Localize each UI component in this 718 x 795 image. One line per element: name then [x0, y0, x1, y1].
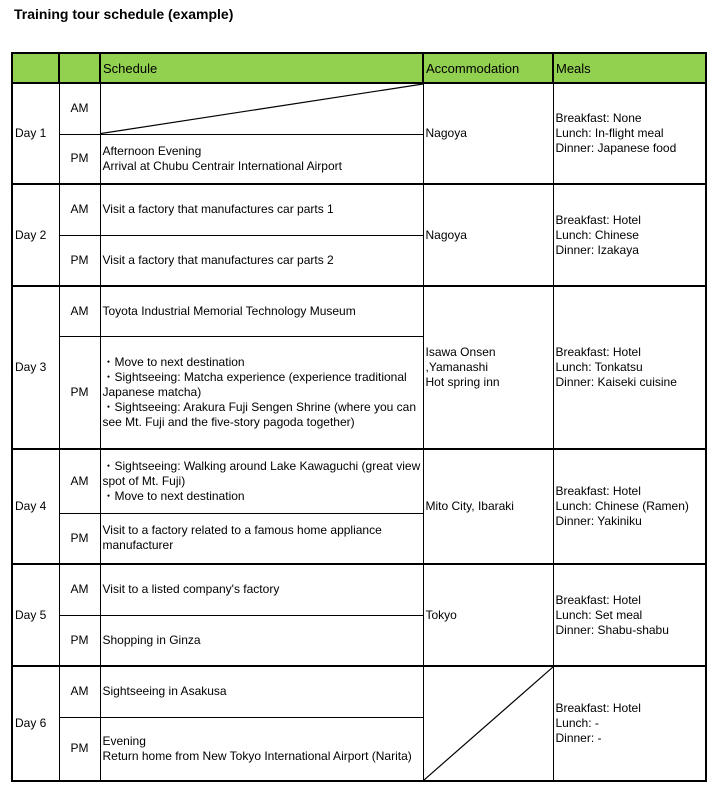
schedule-cell [100, 235, 423, 286]
part-label: AM [59, 83, 100, 134]
schedule-cell [100, 666, 423, 717]
schedule-text: Sightseeing in Asakusa [102, 684, 227, 699]
schedule-cell [100, 336, 423, 449]
part-label: PM [59, 615, 100, 666]
schedule-empty-cell [100, 83, 423, 134]
schedule-text: Visit to a listed company's factory [102, 582, 280, 597]
header-schedule: Schedule [100, 53, 423, 83]
schedule-cell [100, 134, 423, 184]
meals-cell [553, 286, 706, 449]
meals-cell [553, 666, 706, 781]
schedule-text: Toyota Industrial Memorial Technology Museum [102, 303, 356, 318]
day-label: Day 5 [12, 564, 59, 666]
part-label: PM [59, 336, 100, 449]
accommodation-text: Nagoya [425, 126, 467, 140]
schedule-text: Afternoon Evening Arrival at Chubu Centrair International Airport [102, 143, 342, 173]
schedule-text: Visit to a factory related to a famous home appliance manufacturer [102, 523, 382, 553]
header-day [12, 53, 59, 83]
part-label: PM [59, 134, 100, 184]
header-part [59, 53, 100, 83]
header-meals: Meals [553, 53, 706, 83]
meals-cell [553, 83, 706, 184]
day-label: Day 1 [12, 83, 59, 184]
table-row [12, 83, 706, 134]
schedule-cell [100, 615, 423, 666]
part-label: AM [59, 184, 100, 235]
schedule-cell [100, 564, 423, 615]
accommodation-text: Mito City, Ibaraki [425, 499, 514, 513]
accommodation-text: Tokyo [425, 607, 457, 622]
diagonal-line [101, 84, 423, 134]
day-label: Day 4 [12, 449, 59, 564]
meals-text: Breakfast: None Lunch: In-flight meal Dinner: Japanese food [555, 111, 677, 155]
meals-cell [553, 564, 706, 666]
part-label: AM [59, 666, 100, 717]
meals-text: Breakfast: Hotel Lunch: Tonkatsu Dinner: Kaiseki cuisine [555, 345, 677, 389]
meals-cell [553, 449, 706, 564]
header-row [12, 53, 706, 83]
part-label: PM [59, 717, 100, 781]
part-label: AM [59, 286, 100, 336]
meals-text: Breakfast: Hotel Lunch: Chinese Dinner: Izakaya [555, 212, 641, 257]
schedule-cell [100, 286, 423, 336]
accommodation-text: Nagoya [425, 227, 467, 242]
table-row [12, 286, 706, 336]
meals-text: Breakfast: Hotel Lunch: Set meal Dinner: Shabu-shabu [555, 592, 669, 637]
part-label: AM [59, 449, 100, 513]
schedule-cell [100, 717, 423, 781]
accommodation-text: Isawa Onsen ,Yamanashi Hot spring inn [425, 345, 500, 389]
schedule-text: ・Move to next destination ・Sightseeing: Matcha experience (experience traditional Japanese matcha) ・Sightseeing: Arakura Fuji Sengen Shrine (where you can see Mt. Fuji and the five-story pagoda together) [102, 354, 417, 429]
part-label: PM [59, 513, 100, 564]
day-label: Day 6 [12, 666, 59, 781]
table-row [12, 666, 706, 717]
day-label: Day 3 [12, 286, 59, 449]
meals-text: Breakfast: Hotel Lunch: - Dinner: - [555, 701, 641, 745]
meals-text: Breakfast: Hotel Lunch: Chinese (Ramen) Dinner: Yakiniku [555, 484, 689, 528]
header-accommodation: Accommodation [423, 53, 553, 83]
part-label: AM [59, 564, 100, 615]
table-row [12, 564, 706, 615]
schedule-text: Visit a factory that manufactures car parts 1 [102, 202, 334, 217]
accommodation-cell [423, 449, 553, 564]
schedule-text: Visit a factory that manufactures car parts 2 [102, 252, 334, 267]
table-row [12, 184, 706, 235]
schedule-table [11, 52, 707, 782]
accommodation-cell [423, 564, 553, 666]
page-title: Training tour schedule (example) [14, 6, 234, 22]
accommodation-empty-cell [423, 666, 553, 781]
accommodation-cell [423, 184, 553, 286]
schedule-text: Evening Return home from New Tokyo International Airport (Narita) [102, 733, 412, 763]
meals-cell [553, 184, 706, 286]
table-row [12, 449, 706, 513]
schedule-text: Shopping in Ginza [102, 632, 201, 647]
schedule-cell [100, 449, 423, 513]
schedule-cell [100, 513, 423, 564]
accommodation-cell [423, 286, 553, 449]
part-label: PM [59, 235, 100, 286]
accommodation-cell [423, 83, 553, 184]
schedule-text: ・Sightseeing: Walking around Lake Kawaguchi (great view spot of Mt. Fuji) ・Move to next destination [102, 458, 421, 503]
day-label: Day 2 [12, 184, 59, 286]
schedule-cell [100, 184, 423, 235]
diagonal-line [424, 667, 553, 780]
